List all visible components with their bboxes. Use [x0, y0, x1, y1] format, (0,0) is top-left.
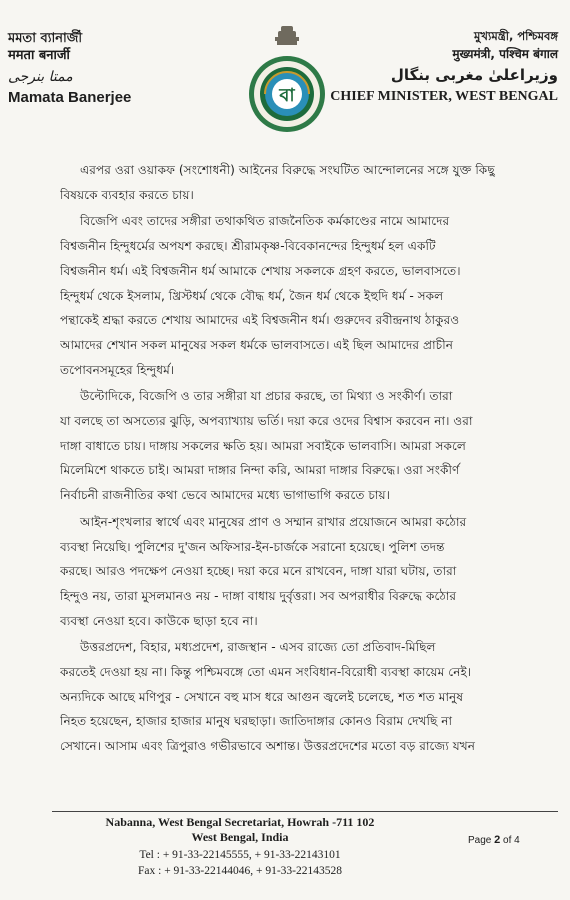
title-urdu: وزیراعلیٰ مغربی بنگال: [390, 66, 558, 84]
name-bengali: মমতা ব্যানার্জী: [8, 31, 83, 46]
address-line-2: West Bengal, India: [191, 830, 289, 844]
paragraph: [60, 209, 550, 382]
text-line: উত্তরপ্রদেশ, বিহার, মধ্যপ্রদেশ, রাজস্থান - এসব রাজ্যে তো প্রতিবাদ-মিছিল: [80, 640, 436, 655]
text-line: এরপর ওরা ওয়াকফ (সংশোধনী) আইনের বিরুদ্ধে সংঘটিত আন্দোলনের সঙ্গে যুক্ত কিছু: [80, 163, 495, 177]
text-line: আইন-শৃংখলার স্বার্থে এবং মানুষের প্রাণ ও সম্মান রাখার প্রয়োজনে আমরা কঠোর: [80, 514, 467, 529]
text-line: উল্টোদিকে, বিজেপি ও তার সঙ্গীরা যা প্রচার করছে, তা মিথ্যা ও সংকীর্ণ। তারা: [80, 389, 453, 404]
text-line: মিলেমিশে থাকতে চাই। আমরা দাঙ্গার নিন্দা করি, আমরা দাঙ্গার বিরুদ্ধে। ওরা সংকীর্ণ: [60, 463, 460, 478]
text-line: হিন্দুধর্ম থেকে ইসলাম, খ্রিস্টধর্ম থেকে বৌদ্ধ ধর্ম, জৈন ধর্ম থেকে ইহুদি ধর্ম - সকল: [60, 288, 444, 303]
text-line: ব্যবস্থা নিয়েছি। পুলিশের দু'জন অফিসার-ইন-চার্জকে সরানো হয়েছে। পুলিশ তদন্ত: [60, 539, 445, 554]
text-line: বিষয়কে ব্যবহার করতে চায়।: [60, 187, 194, 202]
fax: Fax : + 91-33-22144046, + 91-33-22143528: [138, 865, 342, 877]
page-number: Page 2 of 4: [468, 834, 520, 846]
text-line: নিহত হয়েছেন, হাজার হাজার মানুষ ঘরছাড়া। জাতিদাঙ্গার কোনও বিরাম দেখছি না: [60, 714, 453, 729]
name-urdu: ممتا بنرجی: [8, 69, 73, 85]
letter-body: [60, 158, 550, 761]
paragraph: [60, 635, 550, 759]
paragraph: [60, 158, 550, 207]
telephone: Tel : + 91-33-22145555, + 91-33-22143101: [139, 849, 341, 861]
title-bengali: মুখ্যমন্ত্রী, পশ্চিমবঙ্গ: [474, 29, 558, 43]
text-line: করতেই দেওয়া হয় না। কিন্তু পশ্চিমবঙ্গে তো এমন সংবিধান-বিরোধী ব্যবস্থা কায়েম নেই।: [60, 665, 472, 680]
paragraph: [60, 510, 550, 634]
name-hindi: ममता बनार्जी: [8, 48, 70, 63]
footer-divider: [52, 811, 558, 812]
name-english: Mamata Banerjee: [8, 89, 132, 106]
text-line: হিন্দুও নয়, তারা মুসলমানও নয় - দাঙ্গা বাধায় দুর্বৃত্তরা। সব অপরাধীর বিরুদ্ধে কঠোর: [60, 588, 457, 603]
text-line: বিশ্বজনীন ধর্ম। এই বিশ্বজনীন ধর্ম আমাকে শেখায় সকলকে গ্রহণ করতে, ভালবাসতে।: [60, 263, 461, 278]
text-line: নির্বাচনী রাজনীতির কথা ভেবে আমাদের মধ্যে ভাগাভাগি করতে চায়।: [60, 488, 391, 503]
text-line: বিশ্বজনীন হিন্দুধর্মের অপযশ করছে। শ্রীরামকৃষ্ণ-বিবেকানন্দের হিন্দুধর্ম হল একটি: [60, 239, 436, 254]
footer-address: [60, 815, 420, 879]
address-line-1: Nabanna, West Bengal Secretariat, Howrah -711 102: [105, 815, 375, 829]
title-english: CHIEF MINISTER, WEST BENGAL: [330, 89, 558, 104]
paragraph: [60, 384, 550, 508]
text-line: যা বলছে তা অসত্যের ঝুড়ি, অপব্যাখ্যায় ভর্তি। দয়া করে ওদের বিশ্বাস করবেন না। ওরা: [60, 414, 473, 429]
state-emblem-icon: [237, 26, 337, 138]
text-line: করছে। আরও পদক্ষেপ নেওয়া হচ্ছে। দয়া করে মনে রাখবেন, দাঙ্গা যারা ঘটায়, তারা: [60, 564, 457, 579]
seal-letter: বা: [279, 85, 295, 106]
title-hindi: मुख्यमंत्री, पश्चिम बंगाल: [452, 47, 558, 61]
text-line: তপোবনসমূহের হিন্দুধর্ম।: [60, 362, 175, 377]
letterhead-left: [8, 30, 178, 108]
letterhead-right: [328, 28, 558, 107]
text-line: পন্থাকেই শ্রদ্ধা করতে শেখায় আমাদের এই বিশ্বজনীন ধর্ম। গুরুদেব রবীন্দ্রনাথ ঠাকুরও: [60, 313, 460, 328]
text-line: সেখানে। আসাম এবং ত্রিপুরাও গভীরভাবে অশান্ত। উত্তরপ্রদেশের মতো বড় রাজ্যে যখন: [60, 739, 476, 754]
text-line: দাঙ্গা বাধাতে চায়। দাঙ্গায় সকলের ক্ষতি হয়। আমরা সবাইকে ভালবাসি। আমরা সকলে: [60, 438, 467, 453]
text-line: ব্যবস্থা নেওয়া হবে। কাউকে ছাড়া হবে না।: [60, 613, 258, 628]
text-line: অন্যদিকে আছে মণিপুর - সেখানে বহু মাস ধরে আগুন জ্বলেই চলেছে, শত শত মানুষ: [60, 689, 464, 704]
text-line: বিজেপি এবং তাদের সঙ্গীরা তথাকথিত রাজনৈতিক কর্মকাণ্ডের নামে আমাদের: [80, 214, 450, 229]
text-line: আমাদের শেখান সকল মানুষের সকল ধর্মকে ভালবাসতে। এই ছিল আমাদের প্রাচীন: [60, 337, 453, 352]
